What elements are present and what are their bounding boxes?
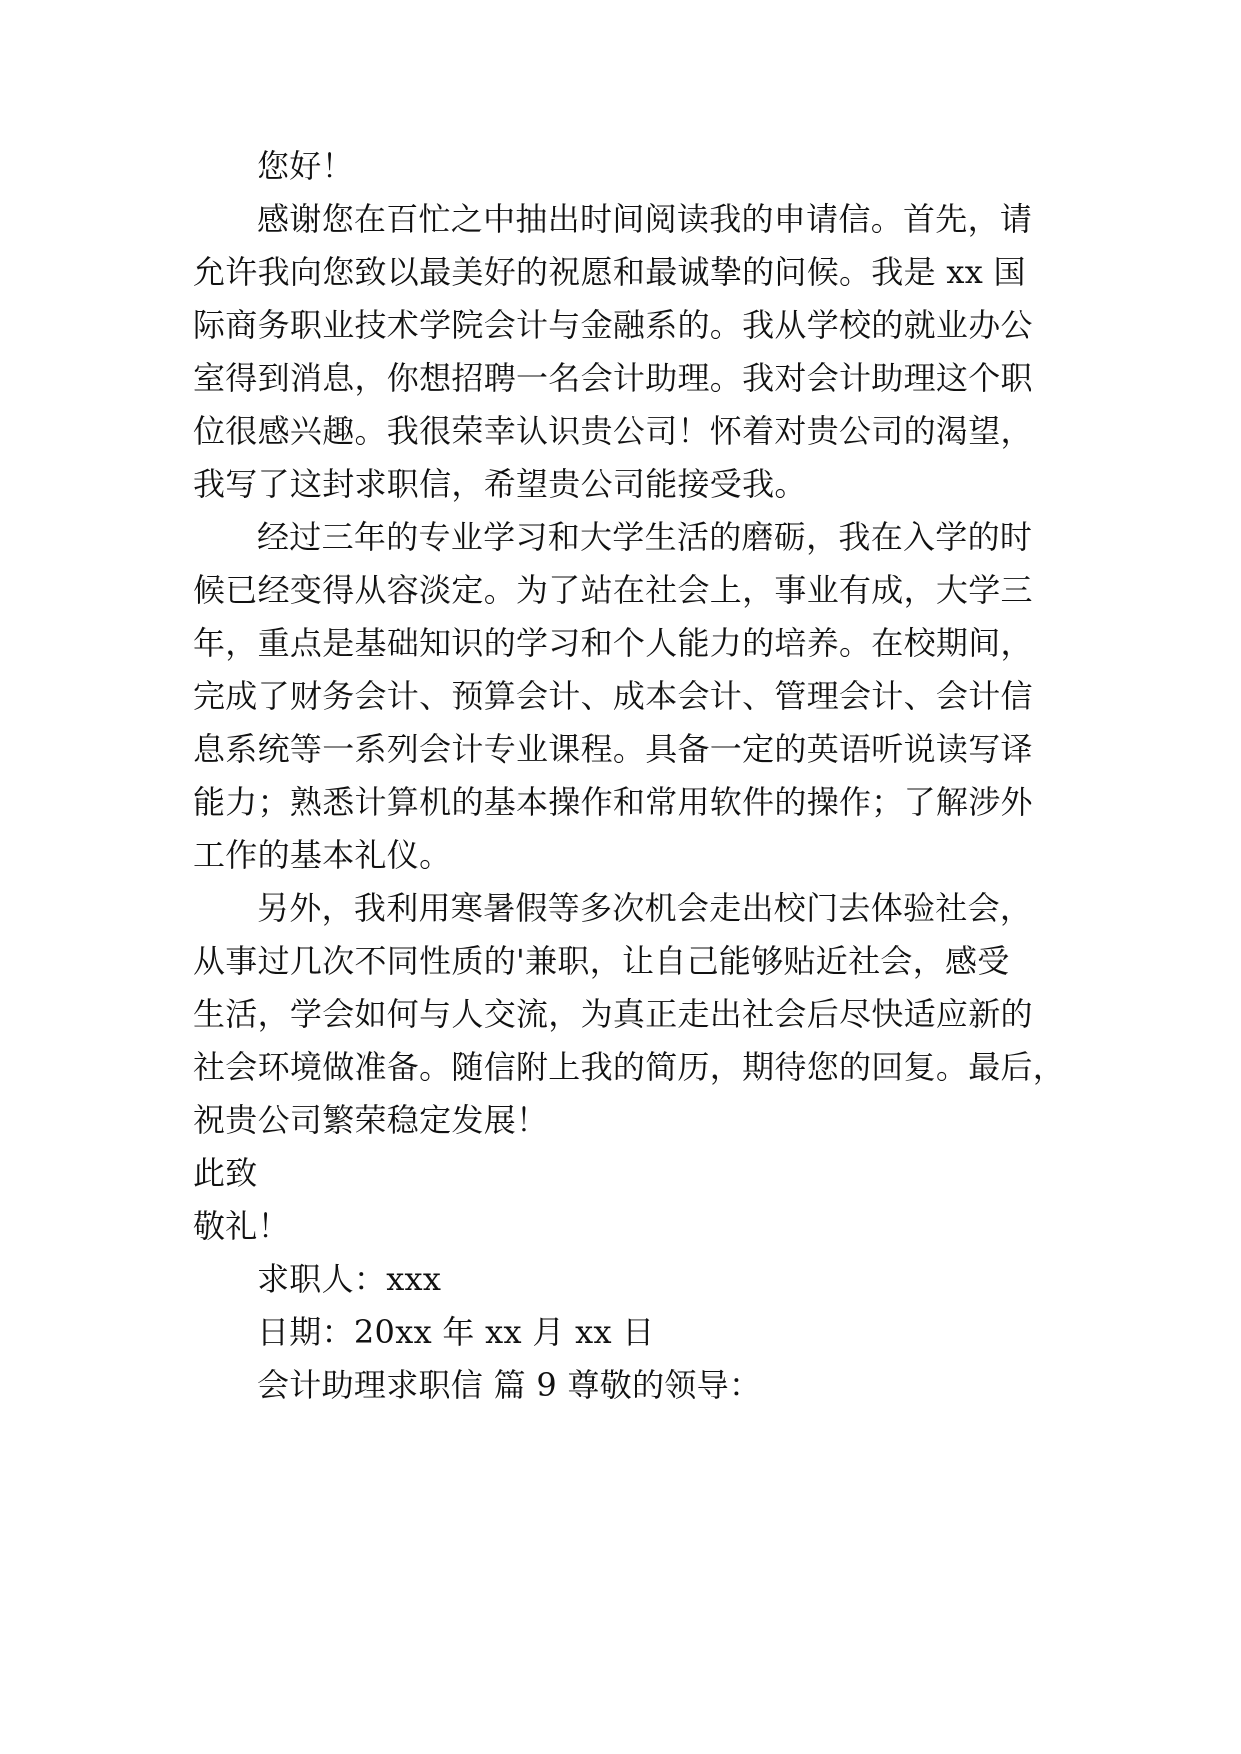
- paragraph-2-line-1: 经过三年的专业学习和大学生活的磨砺，我在入学的时: [257, 518, 1033, 556]
- paragraph-2-line-3: 年，重点是基础知识的学习和个人能力的培养。在校期间，: [193, 624, 1033, 662]
- paragraph-3-line-1: 另外，我利用寒暑假等多次机会走出校门去体验社会，: [257, 889, 1033, 927]
- applicant-signature: 求职人：xxx: [257, 1260, 442, 1298]
- paragraph-2-line-5: 息系统等一系列会计专业课程。具备一定的英语听说读写译: [193, 730, 1033, 768]
- paragraph-3-line-2: 从事过几次不同性质的'兼职，让自己能够贴近社会，感受: [193, 942, 1010, 980]
- paragraph-1-line-3: 际商务职业技术学院会计与金融系的。我从学校的就业办公: [193, 306, 1033, 344]
- letter-date: 日期：20xx 年 xx 月 xx 日: [257, 1313, 655, 1351]
- paragraph-1-line-2: 允许我向您致以最美好的祝愿和最诚挚的问候。我是 xx 国: [193, 253, 1026, 291]
- paragraph-2-line-6: 能力；熟悉计算机的基本操作和常用软件的操作；了解涉外: [193, 783, 1033, 821]
- paragraph-3-line-3: 生活，学会如何与人交流，为真正走出社会后尽快适应新的: [193, 995, 1033, 1033]
- paragraph-2-line-2: 候已经变得从容淡定。为了站在社会上，事业有成，大学三: [193, 571, 1033, 609]
- closing-salutation: 此致: [193, 1154, 258, 1192]
- paragraph-1-line-5: 位很感兴趣。我很荣幸认识贵公司！怀着对贵公司的渴望，: [193, 412, 1033, 450]
- greeting: 您好！: [257, 147, 354, 185]
- paragraph-2-line-4: 完成了财务会计、预算会计、成本会计、管理会计、会计信: [193, 677, 1033, 715]
- paragraph-3-line-4: 社会环境做准备。随信附上我的简历，期待您的回复。最后，: [193, 1048, 1066, 1086]
- next-letter-heading: 会计助理求职信 篇 9 尊敬的领导：: [257, 1366, 762, 1404]
- paragraph-1-line-6: 我写了这封求职信，希望贵公司能接受我。: [193, 465, 807, 503]
- paragraph-2-line-7: 工作的基本礼仪。: [193, 836, 452, 874]
- paragraph-1-line-1: 感谢您在百忙之中抽出时间阅读我的申请信。首先，请: [257, 200, 1033, 238]
- closing-regards: 敬礼！: [193, 1207, 290, 1245]
- paragraph-3-line-5: 祝贵公司繁荣稳定发展！: [193, 1101, 549, 1139]
- paragraph-1-line-4: 室得到消息，你想招聘一名会计助理。我对会计助理这个职: [193, 359, 1033, 397]
